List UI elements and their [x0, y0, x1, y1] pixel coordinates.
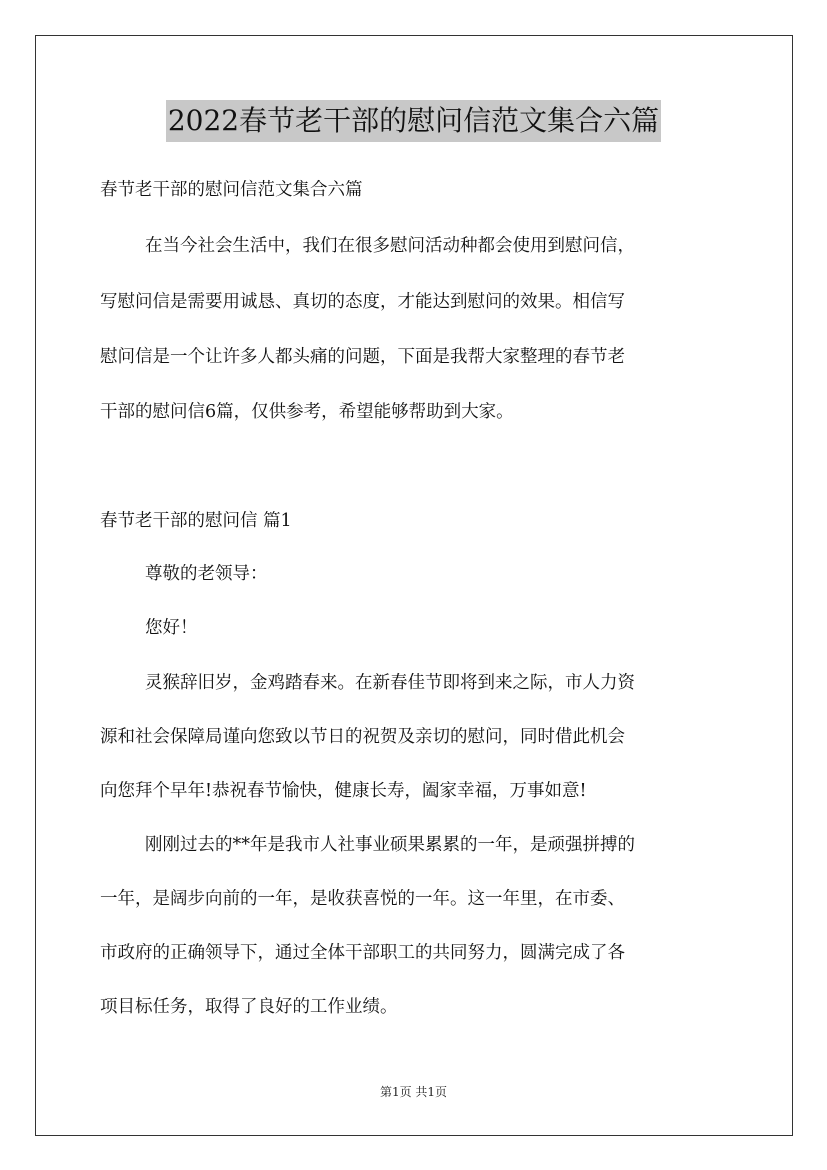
intro-paragraph-line-3: 慰问信是一个让许多人都头痛的问题，下面是我帮大家整理的春节老 — [100, 347, 625, 367]
page-footer: 第1页 共1页 — [379, 1085, 448, 1099]
greeting-line: 您好！ — [145, 618, 198, 638]
intro-paragraph-line-2: 写慰问信是需要用诚恳、真切的态度，才能达到慰问的效果。相信写 — [100, 292, 625, 312]
body-paragraph-2-line-2: 一年，是阔步向前的一年，是收获喜悦的一年。这一年里，在市委、 — [100, 889, 625, 909]
body-paragraph-2-line-1: 刚刚过去的**年是我市人社事业硕果累累的一年，是顽强拼搏的 — [145, 835, 635, 855]
body-paragraph-1-line-1: 灵猴辞旧岁，金鸡踏春来。在新春佳节即将到来之际，市人力资 — [145, 673, 635, 693]
section-heading: 春节老干部的慰问信 篇1 — [100, 511, 292, 531]
intro-paragraph-line-1: 在当今社会生活中，我们在很多慰问活动种都会使用到慰问信， — [145, 236, 635, 256]
body-paragraph-2-line-4: 项目标任务，取得了良好的工作业绩。 — [100, 997, 398, 1017]
body-paragraph-2-line-3: 市政府的正确领导下，通过全体干部职工的共同努力，圆满完成了各 — [100, 943, 625, 963]
salutation-line: 尊敬的老领导： — [145, 564, 268, 584]
document-title: 2022春节老干部的慰问信范文集合六篇 — [166, 100, 661, 142]
subtitle-line: 春节老干部的慰问信范文集合六篇 — [100, 180, 363, 200]
title-container — [0, 100, 827, 142]
body-paragraph-1-line-3: 向您拜个早年!恭祝春节愉快，健康长寿，阖家幸福，万事如意! — [100, 781, 587, 801]
intro-paragraph-line-4: 干部的慰问信6篇，仅供参考，希望能够帮助到大家。 — [100, 402, 514, 422]
body-paragraph-1-line-2: 源和社会保障局谨向您致以节日的祝贺及亲切的慰问，同时借此机会 — [100, 727, 625, 747]
